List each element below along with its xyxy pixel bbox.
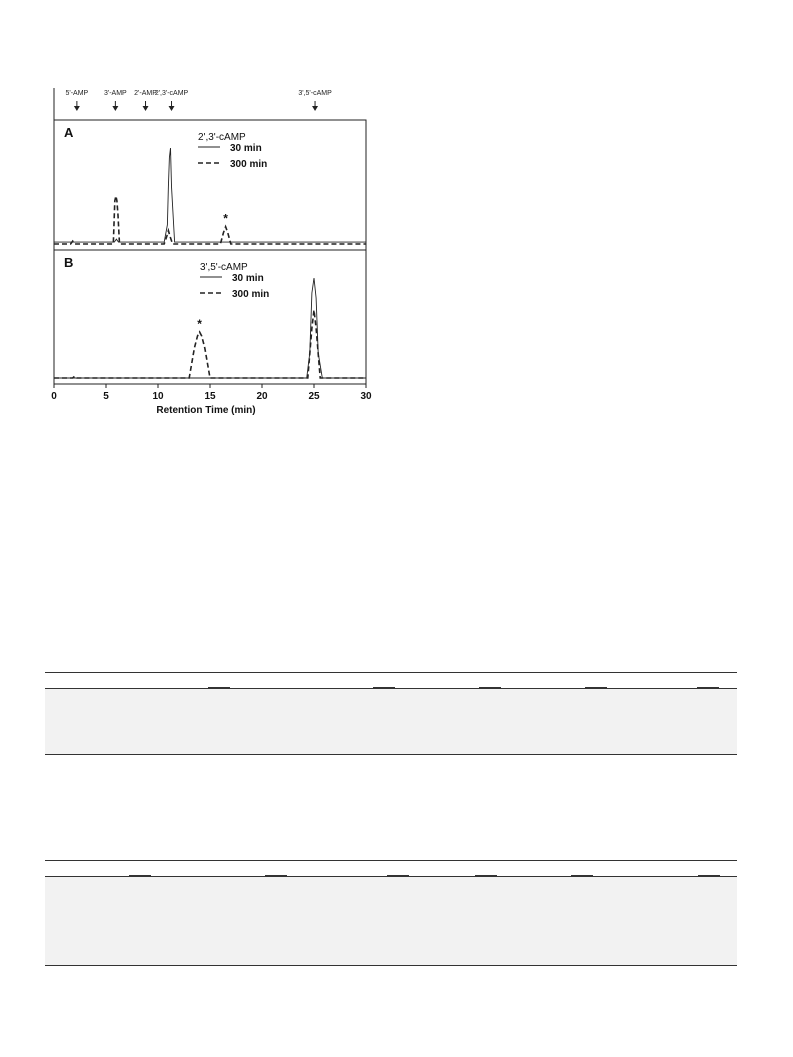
chromatogram-svg [40,80,380,430]
marker-arrow-head [312,106,318,111]
table-header-rules [45,688,737,690]
x-tick-label: 10 [152,391,164,402]
chromatogram-figure [40,80,380,430]
column-rule [129,875,151,877]
x-axis-title: Retention Time (min) [156,405,256,416]
table-lower [45,860,737,966]
column-rule [697,687,719,689]
column-rule [479,687,501,689]
column-rule [698,875,720,877]
x-tick-label: 5 [103,391,109,402]
x-tick-label: 20 [256,391,268,402]
column-rule [387,875,409,877]
legend-entry: 30 min [232,273,264,284]
marker-label-1: 3'-AMP [103,90,127,97]
column-rule [571,875,593,877]
series-line-300-min [54,310,366,378]
legend-entry: 30 min [230,143,262,154]
plot-frame [54,120,366,384]
x-tick-label: 15 [204,391,216,402]
marker-arrow-head [143,106,149,111]
peak-annotation: * [197,317,202,331]
legend-title: 2',3'-cAMP [198,132,246,143]
marker-arrow-head [112,106,118,111]
panel-label-B: B [64,255,74,270]
marker-label-2: 2'-AMP [134,90,157,97]
column-rule [475,875,497,877]
column-rule [585,687,607,689]
series-line-30-min [54,148,366,242]
column-rule [373,687,395,689]
x-tick-label: 25 [308,391,320,402]
table-header-rules [45,876,737,878]
marker-label-4: 3',5'-cAMP [298,90,332,97]
legend-title: 3',5'-cAMP [200,262,248,273]
marker-label-3: 2',3'-cAMP [154,90,189,97]
x-tick-label: 0 [51,391,57,402]
marker-arrow-head [74,106,80,111]
column-rule [265,875,287,877]
panel-label-A: A [64,125,74,140]
legend-entry: 300 min [232,289,270,300]
table-upper [45,672,737,755]
marker-label-0: 5'-AMP [65,90,89,97]
marker-arrow-head [169,106,175,111]
legend-entry: 300 min [230,159,268,170]
column-rule [208,687,230,689]
peak-annotation: * [223,211,228,226]
series-line-300-min [54,196,366,244]
x-tick-label: 30 [360,391,372,402]
